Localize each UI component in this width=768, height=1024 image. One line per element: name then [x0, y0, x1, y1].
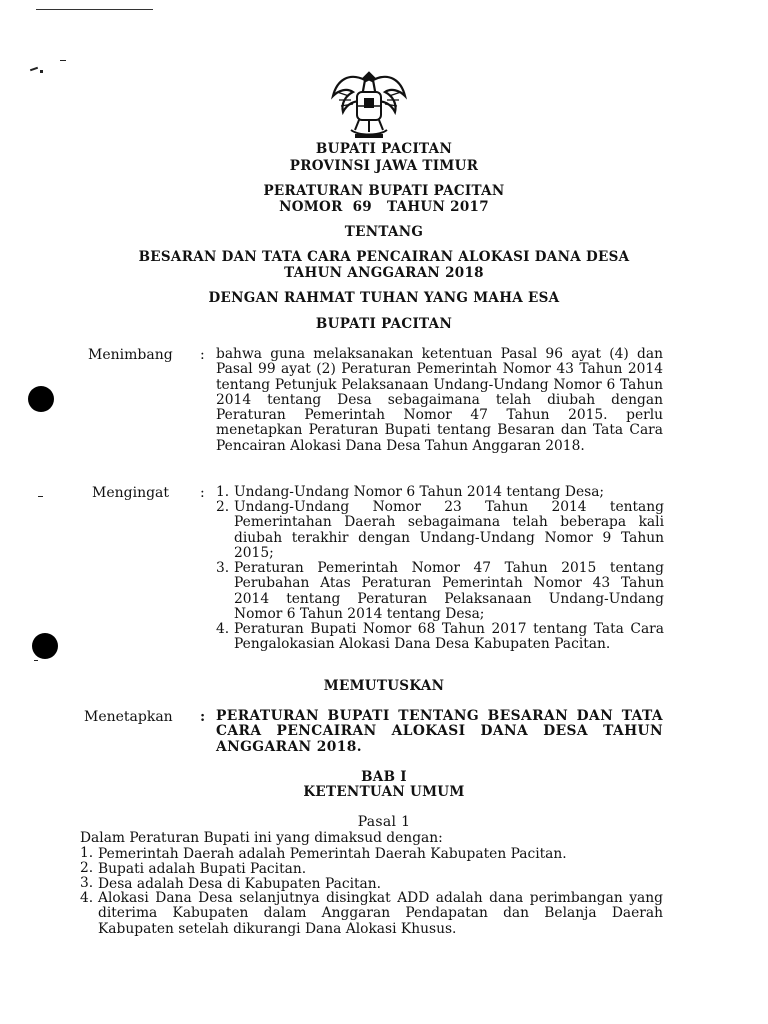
- scan-speck: [38, 496, 43, 497]
- pasal-item-number: 2.: [80, 860, 94, 876]
- menimbang-label: Menimbang: [88, 347, 173, 363]
- mengingat-item-number: 3.: [216, 560, 230, 576]
- mengingat-colon: :: [200, 485, 205, 501]
- menetapkan-text: PERATURAN BUPATI TENTANG BESARAN DAN TATA CARA PENCAIRAN ALOKASI DANA DESA TAHUN ANGGARAN 2018.: [216, 708, 663, 755]
- header-subject-line2: TAHUN ANGGARAN 2018: [284, 265, 484, 281]
- mengingat-item-number: 4.: [216, 621, 230, 637]
- mengingat-item-text: Peraturan Pemerintah Nomor 47 Tahun 2015 tentang Perubahan Atas Peraturan Pemerintah Nomor 43 Tahun 2014 tentang Peraturan Pelaksanaan Undang-Undang Nomor 6 Tahun 2014 tentang Desa;: [234, 560, 664, 622]
- menetapkan-colon: :: [200, 709, 206, 725]
- pasal-title: Pasal 1: [357, 814, 411, 830]
- bab-number: BAB I: [361, 769, 407, 785]
- header-number-line: NOMOR 69 TAHUN 2017: [279, 199, 489, 215]
- scan-speck: [40, 70, 43, 73]
- pasal-item-number: 3.: [80, 875, 94, 891]
- scan-speck: [30, 67, 38, 72]
- memutuskan-heading: MEMUTUSKAN: [323, 678, 445, 694]
- header-province: PROVINSI JAWA TIMUR: [289, 158, 479, 174]
- mengingat-item-text: Undang-Undang Nomor 6 Tahun 2014 tentang Desa;: [234, 484, 605, 500]
- bab-title: KETENTUAN UMUM: [303, 784, 465, 800]
- menimbang-colon: :: [200, 347, 205, 363]
- header-regulation: PERATURAN BUPATI PACITAN: [263, 183, 505, 199]
- pasal-intro: Dalam Peraturan Bupati ini yang dimaksud dengan:: [80, 830, 443, 846]
- menetapkan-label: Menetapkan: [84, 709, 173, 725]
- header-about: TENTANG: [344, 224, 424, 240]
- mengingat-item-number: 1.: [216, 484, 230, 500]
- pasal-item-number: 1.: [80, 845, 94, 861]
- pasal-item-number: 4.: [80, 890, 94, 906]
- pasal-item-text: Alokasi Dana Desa selanjutnya disingkat ADD adalah dana perimbangan yang diterima Kabupaten dalam Anggaran Pendapatan dan Belanja Daerah Kabupaten setelah dikurangi Dana Alokasi Khusus.: [98, 890, 663, 937]
- mengingat-label: Mengingat: [92, 485, 170, 501]
- scan-speck: [60, 60, 66, 61]
- header-subject-line1: BESARAN DAN TATA CARA PENCAIRAN ALOKASI DANA DESA: [138, 249, 630, 265]
- pasal-item-text: Pemerintah Daerah adalah Pemerintah Daerah Kabupaten Pacitan.: [98, 846, 567, 862]
- punch-hole-top: [28, 386, 54, 412]
- header-official: BUPATI PACITAN: [315, 141, 453, 157]
- header-issuer: BUPATI PACITAN: [315, 316, 453, 332]
- header-blessing: DENGAN RAHMAT TUHAN YANG MAHA ESA: [208, 290, 560, 306]
- menimbang-text: bahwa guna melaksanakan ketentuan Pasal 96 ayat (4) dan Pasal 99 ayat (2) Peraturan Pemerintah Nomor 43 Tahun 2014 tentang Petunjuk Pelaksanaan Undang-Undang Nomor 6 Tahun 2014 tentang Desa sebagaimana telah diubah dengan Peraturan Pemerintah Nomor 47 Tahun 2015. perlu menetapkan Peraturan Bupati tentang Besaran dan Tata Cara Pencairan Alokasi Dana Desa Tahun Anggaran 2018.: [216, 346, 663, 454]
- punch-hole-bottom: [32, 633, 58, 659]
- scan-speck: [34, 660, 38, 661]
- pasal-item-text: Desa adalah Desa di Kabupaten Pacitan.: [98, 876, 382, 892]
- mengingat-item-text: Peraturan Bupati Nomor 68 Tahun 2017 tentang Tata Cara Pengalokasian Alokasi Dana Desa Kabupaten Pacitan.: [234, 621, 664, 653]
- mengingat-item-number: 2.: [216, 499, 230, 515]
- pasal-item-text: Bupati adalah Bupati Pacitan.: [98, 861, 307, 877]
- scan-top-line: [36, 9, 153, 10]
- garuda-emblem-icon: [329, 66, 409, 142]
- mengingat-item-text: Undang-Undang Nomor 23 Tahun 2014 tentang Pemerintahan Daerah sebagaimana telah beberapa kali diubah terakhir dengan Undang-Undang Nomor 9 Tahun 2015;: [234, 499, 664, 561]
